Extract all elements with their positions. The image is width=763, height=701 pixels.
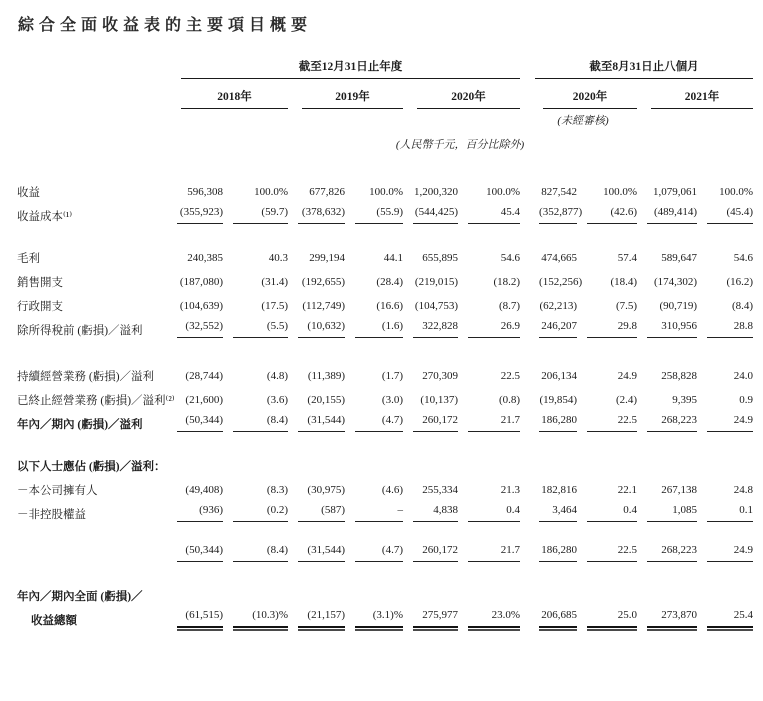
percent-cell: (2.4) (615, 394, 638, 406)
amount-cell: 474,665 (541, 252, 578, 264)
percent-cell: (16.2) (726, 276, 754, 288)
percent-cell: (4.7) (345, 408, 403, 432)
percent-cell (577, 432, 637, 474)
column-gutter (520, 176, 529, 200)
table-row (17, 498, 753, 522)
year-header-2020: 2020年 (403, 79, 520, 109)
percent-cell: (0.8) (498, 394, 521, 406)
percent-cell: (4.8) (266, 370, 288, 382)
amount-cell: (50,344) (167, 522, 223, 562)
percent-cell: 24.9 (617, 370, 638, 382)
amount-cell: (21,157) (288, 604, 345, 628)
percent-cell: 100.0% (486, 186, 521, 198)
percent-cell: 44.1 (383, 252, 403, 264)
column-gutter (520, 266, 529, 290)
amount-cell: (19,854) (539, 394, 578, 406)
percent-cell: (10.3)% (223, 604, 288, 628)
row-label: 毛利 (17, 253, 40, 265)
row-label: 銷售開支 (17, 277, 63, 289)
amount-cell: (936) (167, 498, 223, 522)
row-label: 以下人士應佔 (虧損)／溢利： (17, 461, 166, 473)
amount-cell: (28,744) (185, 370, 223, 382)
amount-cell: (50,344) (167, 408, 223, 432)
row-label: 收益 (17, 187, 40, 199)
amount-cell: 260,172 (403, 522, 458, 562)
table-row (17, 522, 753, 562)
column-gutter (520, 79, 529, 109)
percent-cell: 40.3 (268, 252, 288, 264)
amount-cell: 206,685 (529, 604, 577, 628)
amount-cell: 268,223 (637, 408, 697, 432)
percent-cell: 100.0% (603, 186, 638, 198)
column-gutter (520, 200, 529, 224)
amount-cell: (21,600) (185, 394, 223, 406)
percent-cell: (42.6) (577, 200, 637, 224)
percent-cell: 24.9 (697, 408, 753, 432)
column-gutter (520, 384, 529, 408)
column-gutter (520, 604, 529, 628)
percent-cell: 54.6 (733, 252, 754, 264)
percent-cell: 24.0 (733, 370, 754, 382)
percent-cell: (59.7) (223, 200, 288, 224)
table-row (17, 338, 753, 384)
amount-cell: (10,632) (288, 314, 345, 338)
header-spacer (17, 79, 167, 109)
amount-cell (529, 562, 577, 604)
column-gutter (520, 498, 529, 522)
percent-cell: 0.4 (577, 498, 637, 522)
table-body (17, 176, 753, 628)
percent-cell: 25.4 (697, 604, 753, 628)
percent-cell: (18.2) (493, 276, 521, 288)
amount-cell: (192,655) (301, 276, 345, 288)
column-gutter (520, 314, 529, 338)
header-spacer (17, 109, 529, 128)
amount-cell: (31,544) (288, 522, 345, 562)
amount-cell: 267,138 (661, 484, 698, 496)
year-header-row (17, 79, 753, 109)
table-row (17, 408, 753, 432)
percent-cell: 24.9 (697, 522, 753, 562)
percent-cell: (8.4) (223, 522, 288, 562)
amount-cell: 240,385 (187, 252, 223, 264)
percent-cell: 21.7 (458, 522, 520, 562)
table-row (17, 290, 753, 314)
row-label: 收益成本⁽¹⁾ (17, 211, 73, 223)
amount-cell (637, 432, 697, 474)
percent-cell: (4.7) (345, 522, 403, 562)
percent-cell (345, 432, 403, 474)
column-gutter (520, 338, 529, 384)
amount-cell: 255,334 (422, 484, 458, 496)
percent-cell: 29.8 (577, 314, 637, 338)
table-row (17, 432, 753, 474)
amount-cell: (32,552) (167, 314, 223, 338)
percent-cell: 21.3 (500, 484, 521, 496)
amount-cell (637, 562, 697, 604)
column-gutter (520, 474, 529, 498)
percent-cell: (3.6) (266, 394, 288, 406)
percent-cell: (4.6) (381, 484, 403, 496)
period-group-annual-label: 截至12月31日止年度 (181, 58, 520, 79)
amount-cell: (10,137) (420, 394, 458, 406)
amount-cell: 677,826 (309, 186, 345, 198)
amount-cell (288, 432, 345, 474)
percent-cell: 54.6 (500, 252, 521, 264)
table-row (17, 176, 753, 200)
amount-cell: (219,015) (414, 276, 458, 288)
amount-cell: 1,085 (637, 498, 697, 522)
amount-cell: (30,975) (307, 484, 345, 496)
percent-cell: 26.9 (458, 314, 520, 338)
percent-cell: 22.5 (577, 522, 637, 562)
percent-cell: (55.9) (345, 200, 403, 224)
percent-cell: 100.0% (719, 186, 754, 198)
percent-cell: (16.6) (376, 300, 403, 312)
amount-cell: (20,155) (307, 394, 345, 406)
percent-cell (223, 432, 288, 474)
column-gutter (520, 290, 529, 314)
percent-cell: 100.0% (254, 186, 288, 198)
header-spacer (637, 109, 753, 128)
table-row (17, 200, 753, 224)
percent-cell: (8.4) (731, 300, 754, 312)
row-label: 年內／期內全面 (虧損)／ (17, 591, 143, 603)
amount-cell: 275,977 (403, 604, 458, 628)
row-label: 持續經營業務 (虧損)／溢利 (17, 371, 155, 383)
income-statement-table (17, 55, 753, 628)
percent-cell (577, 562, 637, 604)
amount-cell: (62,213) (539, 300, 578, 312)
percent-cell: 22.1 (617, 484, 638, 496)
amount-cell: (152,256) (539, 276, 583, 288)
column-gutter (520, 55, 529, 79)
amount-cell (288, 562, 345, 604)
amount-cell: 270,309 (422, 370, 458, 382)
percent-cell: 21.7 (458, 408, 520, 432)
amount-cell: 3,464 (529, 498, 577, 522)
column-gutter (520, 522, 529, 562)
header-spacer (17, 55, 167, 79)
amount-cell (403, 432, 458, 474)
percent-cell: 45.4 (458, 200, 520, 224)
amount-cell: (544,425) (403, 200, 458, 224)
percent-cell (223, 562, 288, 604)
units-note: (人民幣千元，百分比除外) (395, 139, 525, 151)
percent-cell: 28.8 (697, 314, 753, 338)
percent-cell: 23.0% (458, 604, 520, 628)
percent-cell: 22.5 (577, 408, 637, 432)
table-row (17, 562, 753, 604)
amount-cell: 310,956 (637, 314, 697, 338)
percent-cell: (1.6) (345, 314, 403, 338)
year-header-2018: 2018年 (167, 79, 288, 109)
percent-cell: (28.4) (376, 276, 403, 288)
column-gutter (520, 432, 529, 474)
percent-cell: (8.4) (223, 408, 288, 432)
amount-cell: 273,870 (637, 604, 697, 628)
amount-cell (167, 432, 223, 474)
amount-cell: 186,280 (529, 408, 577, 432)
amount-cell: (355,923) (167, 200, 223, 224)
percent-cell: (17.5) (261, 300, 288, 312)
table-row (17, 604, 753, 628)
amount-cell (403, 562, 458, 604)
amount-cell: (104,639) (179, 300, 223, 312)
row-label: 行政開支 (17, 301, 63, 313)
row-label: 除所得稅前 (虧損)／溢利 (17, 325, 143, 337)
amount-cell: 1,200,320 (414, 186, 458, 198)
amount-cell: 182,816 (541, 484, 578, 496)
row-label: －非控股權益 (17, 509, 86, 521)
amount-cell: 596,308 (187, 186, 223, 198)
amount-cell: 322,828 (403, 314, 458, 338)
row-label: 收益總額 (31, 615, 77, 627)
amount-cell: 186,280 (529, 522, 577, 562)
units-note-row (17, 128, 753, 176)
amount-cell: (489,414) (637, 200, 697, 224)
amount-cell: 299,194 (309, 252, 345, 264)
amount-cell: (112,749) (302, 300, 345, 312)
amount-cell: (174,302) (653, 276, 698, 288)
amount-cell (167, 562, 223, 604)
year-header-2020-interim: 2020年 (529, 79, 637, 109)
period-group-interim-label: 截至8月31日止八個月 (535, 58, 753, 79)
percent-cell: (18.4) (610, 276, 638, 288)
amount-cell: (49,408) (185, 484, 223, 496)
amount-cell: (587) (288, 498, 345, 522)
percent-cell: (1.7) (381, 370, 403, 382)
column-gutter (520, 224, 529, 266)
amount-cell: 9,395 (672, 394, 698, 406)
amount-cell: 206,134 (541, 370, 578, 382)
amount-cell: (61,515) (167, 604, 223, 628)
table-row (17, 224, 753, 266)
unaudited-note: (未經審核) (557, 115, 609, 127)
amount-cell: 655,895 (422, 252, 458, 264)
percent-cell: 0.9 (739, 394, 754, 406)
percent-cell: (8.7) (498, 300, 521, 312)
percent-cell (458, 432, 520, 474)
amount-cell: 827,542 (541, 186, 578, 198)
percent-cell: 24.8 (733, 484, 754, 496)
amount-cell: 260,172 (403, 408, 458, 432)
table-row (17, 266, 753, 290)
amount-cell: (378,632) (288, 200, 345, 224)
amount-cell: 268,223 (637, 522, 697, 562)
table-row (17, 384, 753, 408)
amount-cell: (352,877) (529, 200, 577, 224)
percent-cell: (45.4) (697, 200, 753, 224)
year-header-2019: 2019年 (288, 79, 403, 109)
amount-cell: (11,389) (307, 370, 345, 382)
year-header-2021-interim: 2021年 (637, 79, 753, 109)
amount-cell: (187,080) (179, 276, 223, 288)
percent-cell: (5.5) (223, 314, 288, 338)
amount-cell: 1,079,061 (653, 186, 698, 198)
period-group-header-row (17, 55, 753, 79)
row-label: 年內／期內 (虧損)／溢利 (17, 419, 143, 431)
amount-cell: (90,719) (659, 300, 698, 312)
percent-cell: 25.0 (577, 604, 637, 628)
row-label: 已終止經營業務 (虧損)／溢利⁽²⁾ (17, 395, 175, 407)
amount-cell (529, 432, 577, 474)
table-row (17, 314, 753, 338)
unaudited-row (17, 109, 753, 128)
percent-cell (697, 562, 753, 604)
percent-cell: 0.4 (458, 498, 520, 522)
percent-cell (697, 432, 753, 474)
percent-cell: 100.0% (369, 186, 403, 198)
percent-cell: 22.5 (500, 370, 521, 382)
percent-cell: (8.3) (266, 484, 288, 496)
amount-cell: 4,838 (403, 498, 458, 522)
percent-cell: (3.0) (381, 394, 403, 406)
header-spacer (17, 128, 167, 176)
period-group-interim (529, 55, 753, 79)
table-row (17, 474, 753, 498)
page-title: 綜合全面收益表的主要項目概要 (18, 15, 313, 34)
period-group-annual (167, 55, 520, 79)
amount-cell: (104,753) (414, 300, 458, 312)
percent-cell: 0.1 (697, 498, 753, 522)
row-label: －本公司擁有人 (17, 485, 98, 497)
percent-cell: (3.1)% (345, 604, 403, 628)
percent-cell: (0.2) (223, 498, 288, 522)
percent-cell: 57.4 (617, 252, 638, 264)
percent-cell (345, 562, 403, 604)
percent-cell: (31.4) (261, 276, 288, 288)
percent-cell (458, 562, 520, 604)
amount-cell: (31,544) (288, 408, 345, 432)
percent-cell: – (345, 498, 403, 522)
amount-cell: 589,647 (661, 252, 698, 264)
percent-cell: (7.5) (615, 300, 638, 312)
amount-cell: 258,828 (661, 370, 698, 382)
column-gutter (520, 408, 529, 432)
column-gutter (520, 562, 529, 604)
amount-cell: 246,207 (529, 314, 577, 338)
row-label (17, 522, 167, 562)
